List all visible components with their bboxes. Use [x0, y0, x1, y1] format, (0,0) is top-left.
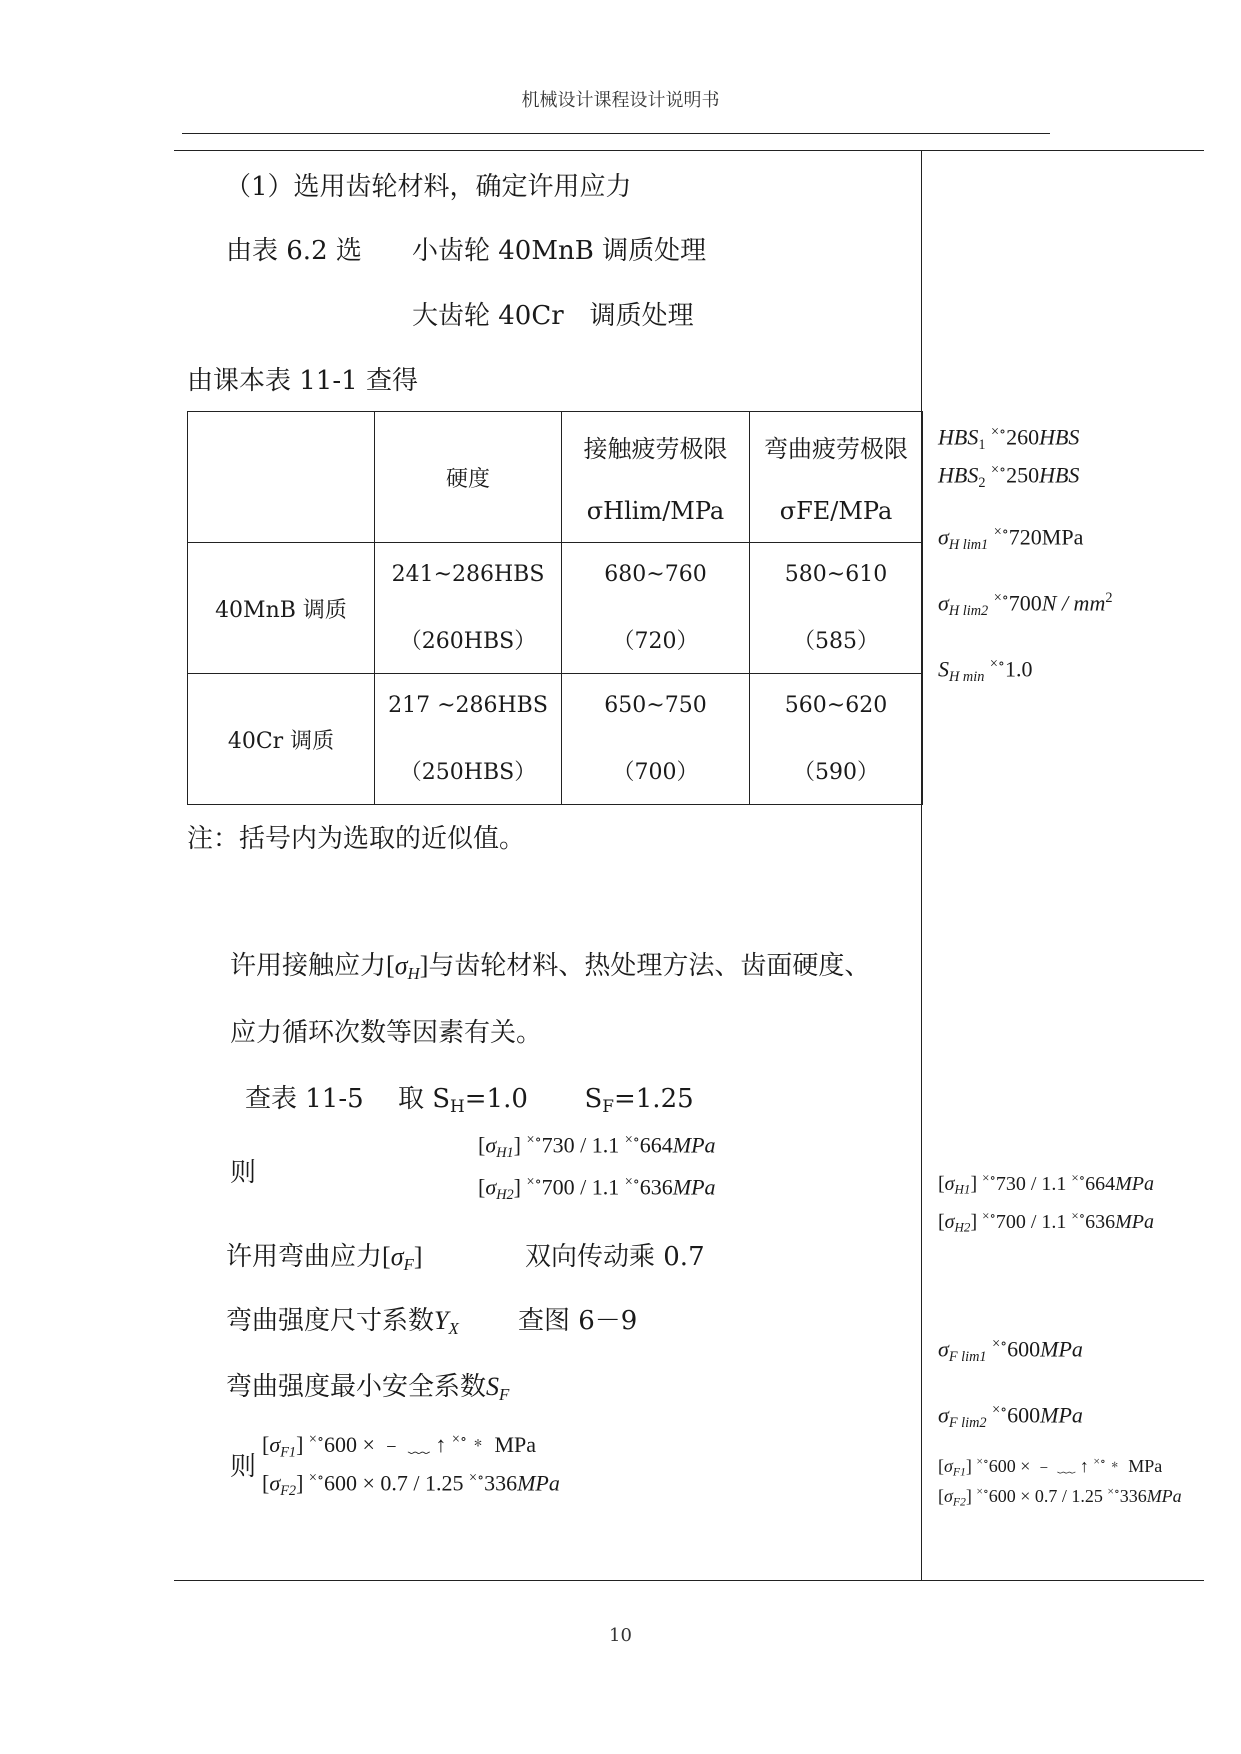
row-hardness-selected: （250HBS）: [399, 759, 537, 785]
size-factor-line: 弯曲强度尺寸系数$Y_X$: [226, 1306, 459, 1339]
row-material-name: 40Cr 调质: [188, 674, 375, 805]
table-header-hardness: 硬度: [375, 412, 562, 543]
margin-column-divider: [921, 150, 922, 1581]
side-sigma-h1: $[\sigma_{H1}]$ ×∘730 / 1.1 ×∘664MPa: [938, 1170, 1154, 1197]
allow-contact-line1: 许用接触应力$[\sigma_H]$与齿轮材料、热处理方法、齿面硬度、: [230, 951, 871, 984]
sigma-h1-formula: $[\sigma_{H1}]$ ×∘730 / 1.1 ×∘664MPa: [478, 1132, 716, 1161]
row-contact-selected: （700）: [612, 759, 699, 785]
bidirectional-note: 双向传动乘 0.7: [525, 1242, 705, 1272]
sigma-f2-formula: $[\sigma_{F2}] ^{\times\circ}600 \times 0.7 / 1.25$ ×∘336MPa: [262, 1470, 560, 1499]
side-sh-min: $S_{H min}$ ×∘1.0: [938, 656, 1033, 685]
table-note: 注：括号内为选取的近似值。: [187, 824, 526, 854]
min-safety-factor-line: 弯曲强度最小安全系数$S_F$: [226, 1372, 510, 1405]
header-rule: [182, 133, 1050, 134]
table-header-empty: [188, 412, 375, 543]
allow-bend-line: 许用弯曲应力$[\sigma_F]$: [226, 1242, 423, 1275]
table-header-bending: 弯曲疲劳极限 σFE/MPa: [750, 412, 923, 543]
allow-contact-line2: 应力循环次数等因素有关。: [230, 1018, 543, 1048]
figure-6-9-ref: 查图 6－9: [518, 1306, 638, 1336]
side-sigma-flim2: $\sigma_{F lim2}$ ×∘600MPa: [938, 1402, 1083, 1431]
row-hardness: 241~286HBS: [391, 561, 545, 587]
row-hardness: 217 ~286HBS: [388, 692, 548, 718]
side-sigma-h2: $[\sigma_{H2}]$ ×∘700 / 1.1 ×∘636MPa: [938, 1208, 1154, 1235]
then-label-1: 则: [230, 1158, 257, 1188]
sigma-h2-formula: $[\sigma_{H2}]$ ×∘700 / 1.1 ×∘636MPa: [478, 1174, 716, 1203]
frame-bottom-rule: [174, 1580, 1204, 1581]
side-sigma-hlim2: $\sigma_{H lim2}$ $^{\times\circ}700N / mm^2$: [938, 590, 1113, 619]
side-sigma-f2: $[\sigma_{F2}] ^{\times\circ}600 \times 0.7 / 1.25$ ×∘336MPa: [938, 1485, 1182, 1509]
then-label-2: 则: [230, 1452, 257, 1482]
table-header-contact: 接触疲劳极限 σHlim/MPa: [562, 412, 750, 543]
table-row: [188, 674, 923, 805]
sigma-h-symbol: $[\sigma_H]$: [386, 951, 429, 984]
sigma-f1-formula: $[\sigma_{F1}] ^{\times\circ}600$ × ﹣ ﹏ ↑ ×∘﹡ MPa: [262, 1431, 537, 1461]
row-bending-selected: （590）: [793, 759, 879, 785]
frame-top-rule: [174, 150, 1204, 151]
table-11-5-line: 查表 11-5 取 $S_H=1.0$ $S_F=1.25$: [245, 1084, 694, 1117]
material-line1-prefix: 由表 6.2 选: [226, 236, 362, 266]
document-header-title: 机械设计课程设计说明书: [521, 90, 720, 111]
row-bending-limit: 560~620: [784, 692, 888, 718]
side-hbs2: $HBS_2$ ×∘250HBS: [938, 462, 1080, 491]
row-contact-selected: （720）: [612, 628, 699, 654]
row-contact-limit: 650~750: [604, 692, 707, 718]
row-contact-limit: 680~760: [604, 561, 707, 587]
row-hardness-selected: （260HBS）: [399, 628, 537, 654]
material-line2-value: 大齿轮 40Cr 调质处理: [412, 301, 694, 331]
row-bending-selected: （585）: [793, 628, 879, 654]
side-sigma-flim1: $\sigma_{F lim1}$ ×∘600MPa: [938, 1336, 1083, 1365]
step-title: （1）选用齿轮材料，确定许用应力: [225, 172, 632, 202]
side-sigma-f1: $[\sigma_{F1}] ^{\times\circ}600$ × ﹣ ﹏ ↑ ×∘﹡ MPa: [938, 1454, 1163, 1479]
side-hbs1: $HBS_1$ ×∘260HBS: [938, 424, 1080, 453]
row-bending-limit: 580~610: [784, 561, 888, 587]
page-number: 10: [609, 1625, 632, 1646]
material-line1-value: 小齿轮 40MnB 调质处理: [412, 236, 707, 266]
row-material-name: 40MnB 调质: [188, 543, 375, 674]
side-sigma-hlim1: $\sigma_{H lim1}$ ×∘720MPa: [938, 524, 1084, 553]
lookup-line: 由课本表 11-1 查得: [187, 366, 418, 396]
material-table: [187, 411, 923, 805]
table-row: [188, 543, 923, 674]
